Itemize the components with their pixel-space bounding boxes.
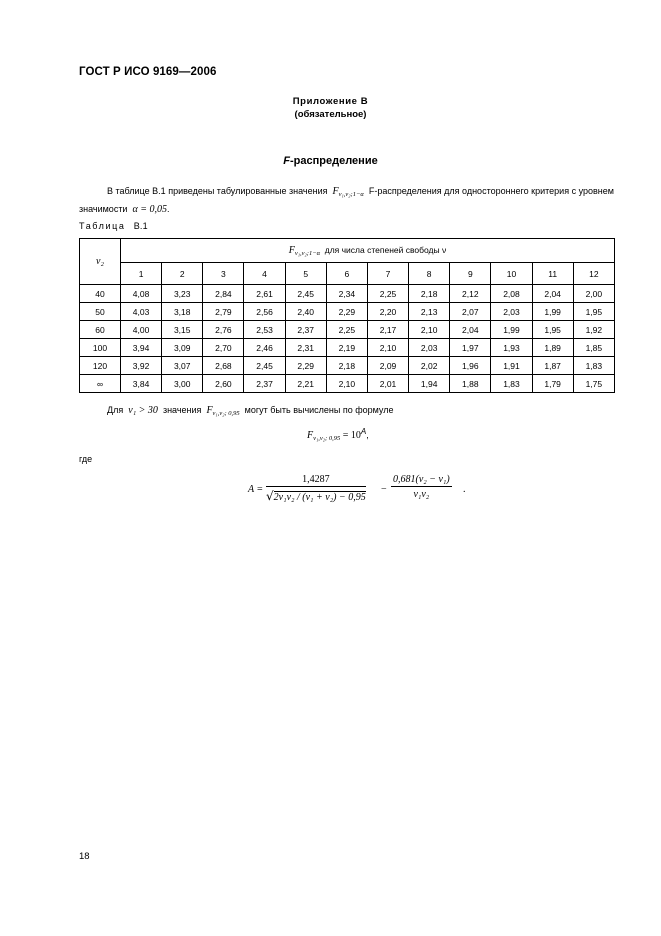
table-cell: 2,34 (326, 285, 367, 303)
table-cell: 2,79 (203, 303, 244, 321)
table-cell: 2,19 (326, 339, 367, 357)
table-caption-label: Таблица (79, 221, 126, 231)
table-cell: 2,37 (285, 321, 326, 339)
table-cell: 3,18 (162, 303, 203, 321)
f-symbol: $F_{\nu_1,\nu_2; 0,95}$ (206, 405, 240, 417)
table-caption-number: В.1 (133, 221, 148, 231)
table-cell: 1,89 (532, 339, 573, 357)
intro-paragraph: В таблице В.1 приведены табулированные значения $F_{\nu_1,\nu_2;1-\alpha}$ F-распределения для одностороннего критерия с уровнем значимости α = 0,05. (79, 186, 614, 215)
table-cell: 2,76 (203, 321, 244, 339)
table-cell: 1,85 (573, 339, 614, 357)
intro-text-before: В таблице В.1 приведены табулированные значения (107, 186, 328, 196)
formula-2: A = $\frac{1,4287}{\text{√2ν₁ν₂ / (ν₁ + ν₂) − 0,95}}$ − $\frac{\text{0,681(ν₂ − ν₁)}}{\text{ν₁ν₂}}$ . (248, 474, 466, 503)
table-cell: 2,02 (409, 357, 450, 375)
table-cell: 2,21 (285, 375, 326, 393)
table-cell: 4,03 (121, 303, 162, 321)
row-label-nu2: 40 (80, 285, 121, 303)
table-cell: 2,17 (367, 321, 408, 339)
table-cell: 2,01 (367, 375, 408, 393)
column-header-4: 4 (244, 263, 285, 285)
table-cell: 3,23 (162, 285, 203, 303)
table-cell: 1,79 (532, 375, 573, 393)
section-title-italic: F (283, 155, 291, 167)
table-cell: 2,45 (285, 285, 326, 303)
intro-symbol: $F_{\nu_1,\nu_2;1-\alpha}$ (332, 186, 364, 198)
table-row (80, 285, 615, 303)
table-cell: 2,18 (326, 357, 367, 375)
row-label-nu2: 50 (80, 303, 121, 321)
table-cell: 3,84 (121, 375, 162, 393)
table-cell: 3,00 (162, 375, 203, 393)
table-cell: 2,53 (244, 321, 285, 339)
column-header-1: 1 (121, 263, 162, 285)
table-group-header: $F_{\nu_1,\nu_2;1-\alpha}$ для числа степеней свободы ν (121, 239, 615, 263)
table-cell: 3,92 (121, 357, 162, 375)
table-cell: 2,70 (203, 339, 244, 357)
standard-header: ГОСТ Р ИСО 9169—2006 (79, 66, 217, 78)
row-label-nu2: ∞ (80, 375, 121, 393)
column-header-5: 5 (285, 263, 326, 285)
table-cell: 2,03 (491, 303, 532, 321)
table-cell: 3,07 (162, 357, 203, 375)
table-cell: 1,87 (532, 357, 573, 375)
table-cell: 2,04 (532, 285, 573, 303)
table-cell: 3,09 (162, 339, 203, 357)
table-cell: 2,09 (367, 357, 408, 375)
table-cell: 2,04 (450, 321, 491, 339)
formula-condition-text: Для ν₁ > 30 значения $F_{\nu_1,\nu_2; 0,95}$ могут быть вычислены по формуле (107, 405, 394, 417)
column-header-12: 12 (573, 263, 614, 285)
condition-expression: ν₁ > 30 (128, 405, 158, 416)
table-cell: 2,25 (326, 321, 367, 339)
section-title-rest: -распределение (290, 155, 378, 167)
table-cell: 2,84 (203, 285, 244, 303)
table-cell: 2,37 (244, 375, 285, 393)
table-caption (79, 221, 148, 231)
table-cell: 1,94 (409, 375, 450, 393)
table-cell: 2,07 (450, 303, 491, 321)
row-label-nu2: 100 (80, 339, 121, 357)
table-cell: 2,68 (203, 357, 244, 375)
table-cell: 2,31 (285, 339, 326, 357)
table-cell: 2,29 (326, 303, 367, 321)
table-cell: 2,60 (203, 375, 244, 393)
column-header-2: 2 (162, 263, 203, 285)
formula2-lhs: A = (248, 484, 264, 495)
table-cell: 3,15 (162, 321, 203, 339)
formula2-fraction-1: $\frac{1,4287}{\text{√2ν₁ν₂ / (ν₁ + ν₂) − 0,95}}$ (266, 474, 366, 503)
table-cell: 2,10 (326, 375, 367, 393)
table-cell: 2,10 (409, 321, 450, 339)
row-label-nu2: 120 (80, 357, 121, 375)
page-number: 18 (79, 851, 90, 862)
formula2-fraction-2: $\frac{\text{0,681(ν₂ − ν₁)}}{\text{ν₁ν₂}}$ (393, 474, 450, 500)
where-label: где (79, 454, 93, 464)
table-cell: 2,56 (244, 303, 285, 321)
table-cell: 2,13 (409, 303, 450, 321)
table-cell: 4,00 (121, 321, 162, 339)
table-cell: 1,95 (573, 303, 614, 321)
column-header-8: 8 (409, 263, 450, 285)
column-header-9: 9 (450, 263, 491, 285)
column-header-row (80, 263, 615, 285)
table-cell: 4,08 (121, 285, 162, 303)
table-cell: 1,99 (532, 303, 573, 321)
table-cell: 2,03 (409, 339, 450, 357)
table-row (80, 357, 615, 375)
table-cell: 2,46 (244, 339, 285, 357)
table-cell: 1,95 (532, 321, 573, 339)
table-cell: 1,83 (491, 375, 532, 393)
table-cell: 1,96 (450, 357, 491, 375)
table-cell: 1,75 (573, 375, 614, 393)
table-cell: 1,99 (491, 321, 532, 339)
table-body (80, 285, 615, 393)
annex-title: Приложение В (292, 96, 369, 107)
table-cell: 1,93 (491, 339, 532, 357)
table-row (80, 303, 615, 321)
f-distribution-table (79, 238, 615, 393)
table-cell: 2,40 (285, 303, 326, 321)
table-row (80, 375, 615, 393)
column-header-11: 11 (532, 263, 573, 285)
column-header-7: 7 (367, 263, 408, 285)
column-header-6: 6 (326, 263, 367, 285)
table-cell: 2,18 (409, 285, 450, 303)
intro-text-after: F-распределения для одностороннего критерия с уровнем значимости (79, 186, 614, 214)
table-cell: 2,12 (450, 285, 491, 303)
table-cell: 1,83 (573, 357, 614, 375)
section-title (0, 155, 661, 167)
column-header-10: 10 (491, 263, 532, 285)
table-cell: 1,97 (450, 339, 491, 357)
table-cell: 2,29 (285, 357, 326, 375)
table-cell: 2,61 (244, 285, 285, 303)
table-cell: 2,00 (573, 285, 614, 303)
table-cell: 2,08 (491, 285, 532, 303)
table-cell: 1,91 (491, 357, 532, 375)
table-cell: 3,94 (121, 339, 162, 357)
formula-1: $F_{\nu_1,\nu_2; 0,95} = 10A$, (307, 427, 369, 442)
table-cell: 1,88 (450, 375, 491, 393)
alpha-expression: α = 0,05 (132, 204, 167, 215)
nu2-header: ν₂ (80, 239, 121, 285)
table-cell: 2,20 (367, 303, 408, 321)
table-cell: 2,10 (367, 339, 408, 357)
row-label-nu2: 60 (80, 321, 121, 339)
table-row (80, 339, 615, 357)
formula2-minus: − (381, 484, 387, 495)
table-row (80, 321, 615, 339)
column-header-3: 3 (203, 263, 244, 285)
table-cell: 2,25 (367, 285, 408, 303)
table-cell: 2,45 (244, 357, 285, 375)
annex-status: (обязательное) (294, 109, 367, 120)
table-cell: 1,92 (573, 321, 614, 339)
